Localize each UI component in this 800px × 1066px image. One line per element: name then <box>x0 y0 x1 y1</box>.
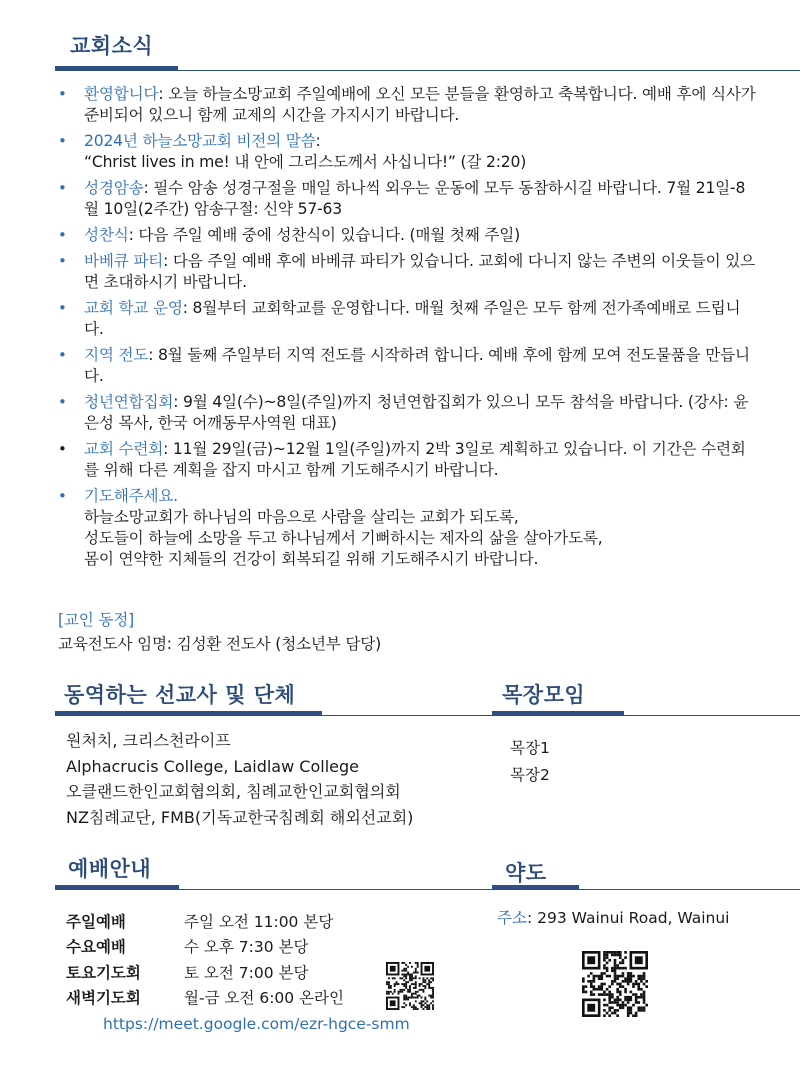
qr-code-icon <box>582 951 648 1017</box>
missions-title: 동역하는 선교사 및 단체 <box>64 683 296 707</box>
news-item-text: : 오늘 하늘소망교회 주일예배에 오신 모든 분들을 환영하고 축복합니다. 예배 후에 식사가 준비되어 있으니 함께 교제의 시간을 가지시기 바랍니다. <box>84 85 756 124</box>
service-time: 토 오전 7:00 본당 <box>184 963 309 982</box>
member-news-text: 교육전도사 임명: 김성환 전도사 (청소년부 담당) <box>58 635 382 653</box>
news-item-text: : 다음 주일 예배 후에 바베큐 파티가 있습니다. 교회에 다니지 않는 주변의 이웃들이 있으면 초대하시기 바랍니다. <box>84 252 755 291</box>
service-name: 토요기도회 <box>66 963 141 982</box>
news-item-text: : 11월 29일(금)~12월 1일(주일)까지 2박 3일로 계획하고 있습니다. 이 기간은 수련회를 위해 다른 계획을 잡지 마시고 함께 기도해주시기 바랍니다. <box>84 440 746 479</box>
service-name: 수요예배 <box>66 938 126 957</box>
cell-group-item: 목장2 <box>510 765 550 784</box>
news-item-text: : “Christ lives in me! 내 안에 그리스도께서 사십니다!” (갈 2:20) <box>84 132 527 171</box>
news-item-text: : 9월 4일(수)~8일(주일)까지 청년연합집회가 있으니 모두 참석을 바랍니다. (강사: 윤은성 목사, 한국 어깨동무사역원 대표) <box>84 393 749 432</box>
news-item-heading: 교회 수련회 <box>84 440 164 458</box>
missions-list <box>66 728 413 830</box>
news-item <box>58 178 758 220</box>
news-list <box>58 84 758 575</box>
address-label: 주소 <box>497 909 527 927</box>
news-item-text: : 다음 주일 예배 중에 성찬식이 있습니다. (매월 첫째 주일) <box>128 226 520 244</box>
worship-row <box>66 985 344 1011</box>
worship-row <box>66 908 344 934</box>
member-news-label: [교인 동정] <box>58 611 134 629</box>
missions-line: 오클랜드한인교회협의회, 침례교한인교회협의회 <box>66 782 401 801</box>
news-item <box>58 84 758 126</box>
news-item-heading: 기도해주세요. <box>84 487 178 505</box>
news-item-heading: 2024년 하늘소망교회 비전의 말씀 <box>84 132 316 150</box>
online-meeting-qr-code[interactable] <box>386 962 434 1010</box>
map-qr-code[interactable] <box>582 951 648 1017</box>
worship-divider <box>55 889 800 890</box>
qr-code-icon <box>386 962 434 1010</box>
bullet-icon: • <box>58 346 67 364</box>
bullet-icon: • <box>58 132 67 150</box>
worship-schedule <box>66 908 344 1010</box>
news-item-heading: 지역 전도 <box>84 346 149 364</box>
address <box>497 906 729 928</box>
news-item-text: : 8월부터 교회학교를 운영합니다. 매월 첫째 주일은 모두 함께 전가족예배로 드립니다. <box>84 299 741 338</box>
service-time: 주일 오전 11:00 본당 <box>184 912 334 931</box>
bullet-icon: • <box>58 393 67 411</box>
cell-group-item: 목장1 <box>510 739 550 757</box>
news-item-text: : 8월 둘째 주일부터 지역 전도를 시작하려 합니다. 예배 후에 함께 모여 전도물품을 만듭니다. <box>84 346 750 385</box>
news-item-heading: 성찬식 <box>84 226 129 244</box>
service-name: 주일예배 <box>66 912 126 931</box>
missions-line: Alphacrucis College, Laidlaw College <box>66 756 359 776</box>
service-name: 새벽기도회 <box>66 989 141 1008</box>
news-title: 교회소식 <box>70 34 154 58</box>
worship-row <box>66 934 344 960</box>
worship-row <box>66 959 344 985</box>
bullet-icon: • <box>58 440 67 458</box>
bullet-icon: • <box>58 85 67 103</box>
news-item <box>58 298 758 340</box>
address-text: : 293 Wainui Road, Wainui <box>526 909 730 927</box>
news-item <box>58 439 758 481</box>
news-item-text: : 필수 암송 성경구절을 매일 하나씩 외우는 운동에 모두 동참하시길 바랍니다. 7월 21일-8월 10일(2주간) 암송구절: 신약 57-63 <box>84 179 746 218</box>
news-item <box>58 225 758 246</box>
service-time: 수 오후 7:30 본당 <box>184 938 309 957</box>
worship-title: 예배안내 <box>68 857 152 881</box>
news-divider <box>55 70 800 71</box>
news-item <box>58 131 758 173</box>
news-item <box>58 392 758 434</box>
bullet-icon: • <box>58 487 67 505</box>
news-item-heading: 바베큐 파티 <box>84 252 164 270</box>
bullet-icon: • <box>58 299 67 317</box>
news-item-heading: 교회 학교 운영 <box>84 299 183 317</box>
bullet-icon: • <box>58 226 67 244</box>
cell-groups-list <box>510 735 550 788</box>
cell-groups-title: 목장모임 <box>502 683 586 707</box>
map-title-bar <box>492 885 579 890</box>
service-time: 월-금 오전 6:00 온라인 <box>184 989 344 1008</box>
missions-divider <box>55 715 800 716</box>
cell-groups-title-bar <box>492 711 624 716</box>
news-item-heading: 성경암송 <box>84 179 144 197</box>
online-meeting-link[interactable]: https://meet.google.com/ezr-hgce-smm <box>103 1015 410 1033</box>
map-title: 약도 <box>505 861 547 885</box>
news-item-heading: 청년연합집회 <box>84 393 174 411</box>
news-item-heading: 환영합니다 <box>84 85 159 103</box>
missions-line: NZ침례교단, FMB(기독교한국침례회 해외선교회) <box>66 807 414 827</box>
bullet-icon: • <box>58 179 67 197</box>
bullet-icon: • <box>58 252 67 270</box>
news-item <box>58 486 758 570</box>
missions-line: 원처치, 크리스천라이프 <box>66 731 231 750</box>
news-item <box>58 251 758 293</box>
news-item-text: 하늘소망교회가 하나님의 마음으로 사람을 살리는 교회가 되도록, 성도들이 하늘에 소망을 두고 하나님께서 기뻐하시는 제자의 삶을 살아가도록, 몸이 연약한 지체들의 건강이 회복되길 위해 기도해주시기 바랍니다. <box>84 508 603 568</box>
news-item <box>58 345 758 387</box>
